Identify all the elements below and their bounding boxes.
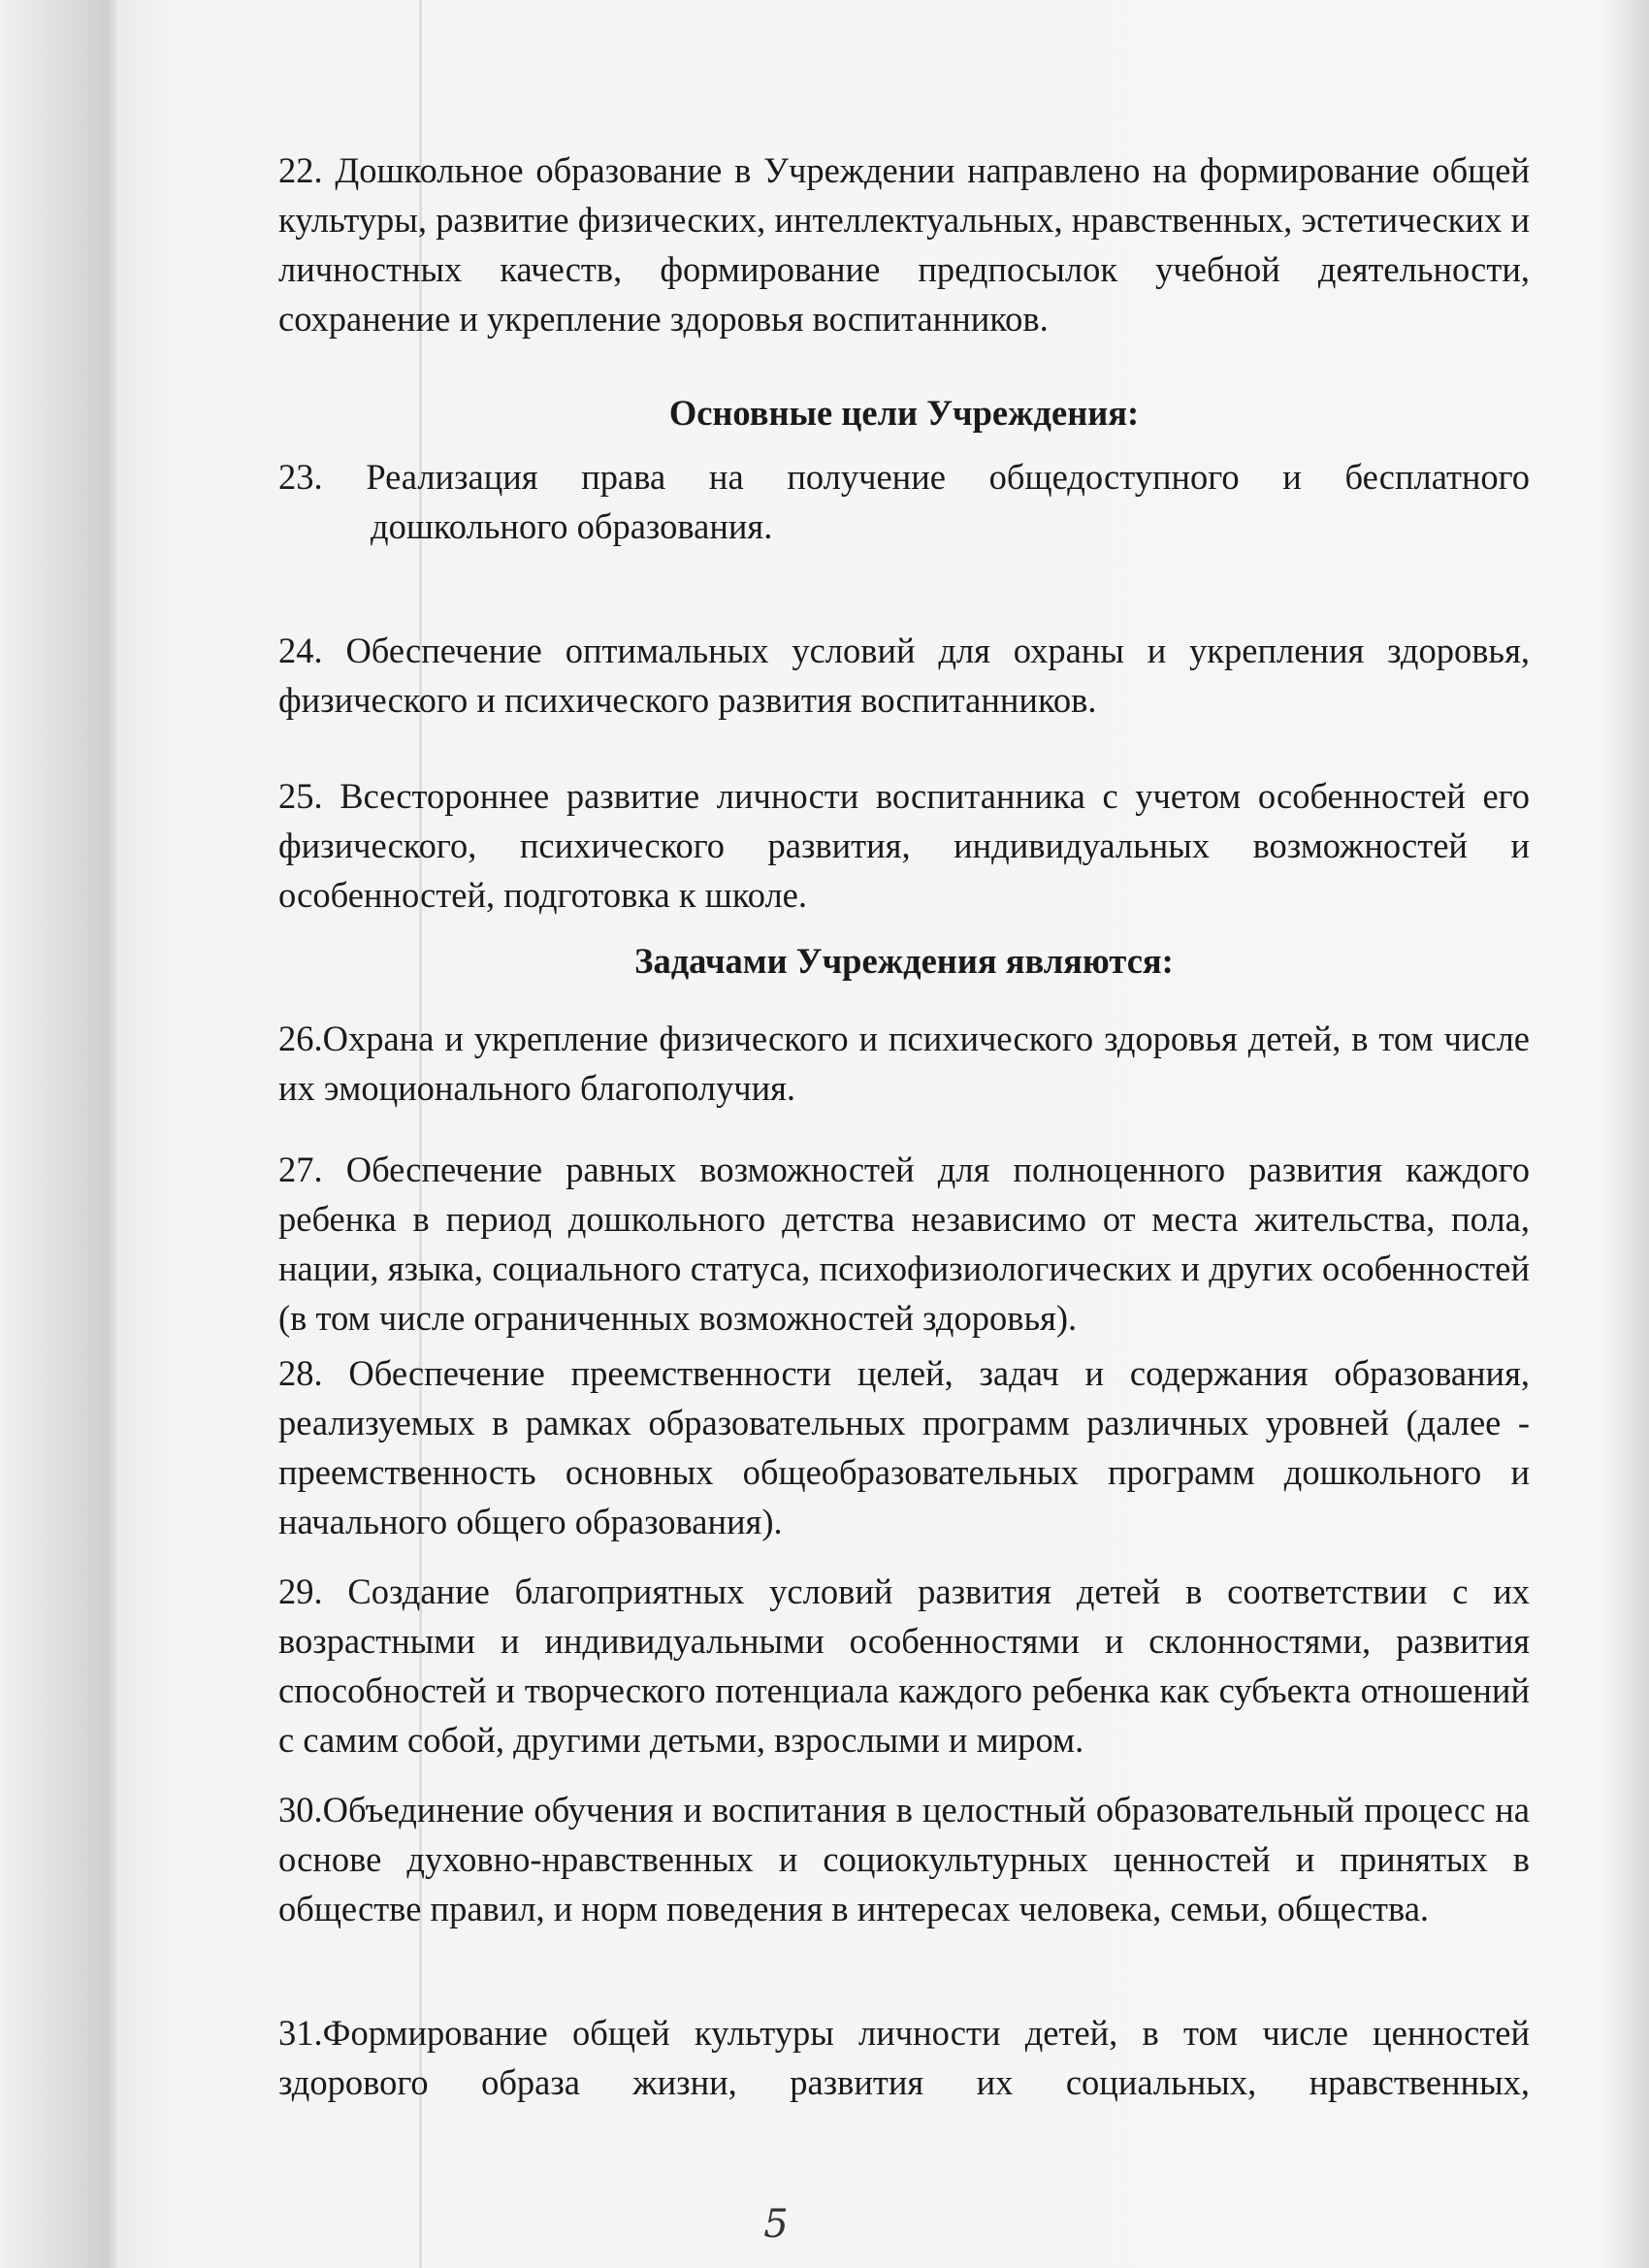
paragraph-23-continuation: дошкольного образования. — [371, 506, 773, 546]
heading-tasks: Задачами Учреждения являются: — [634, 941, 1174, 981]
paragraph-29: 29. Создание благоприятных условий развития детей в соответствии с их возрастными и индивидуальными особенностями и склонностями, развития способностей и творческого потенциала каждого ребенка как субъекта отношений с самим собой, другими детьми, взрослыми и миром. — [278, 1571, 1530, 1760]
paragraph-27: 27. Обеспечение равных возможностей для полноценного развития каждого ребенка в период дошкольного детства независимо от места жительства, пола, нации, языка, социального статуса, психофизиологических и других особенностей (в том числе ограниченных возможностей здоровья). — [278, 1150, 1530, 1338]
paragraph-28: 28. Обеспечение преемственности целей, задач и содержания образования, реализуемых в рамках образовательных программ различных уровней (далее - преемственность основных общеобразовательных программ дошкольного и начального общего образования). — [278, 1353, 1530, 1541]
page-number: 5 — [763, 2202, 789, 2247]
page-left-edge — [0, 0, 116, 2268]
paragraph-23 — [278, 452, 1530, 551]
heading-main-goals: Основные цели Учреждения: — [668, 393, 1140, 433]
paragraph-23-first-line: 23. Реализация права на получение общедоступного и бесплатного — [278, 457, 1530, 497]
paragraph-30: 30.Объединение обучения и воспитания в целостный образовательный процесс на основе духовно-нравственных и социокультурных ценностей и принятых в обществе правил, и норм поведения в интересах человека, семьи, общества. — [278, 1790, 1530, 1928]
paragraph-26: 26.Охрана и укрепление физического и психического здоровья детей, в том числе их эмоционального благополучия. — [278, 1019, 1530, 1108]
paragraph-22: 22. Дошкольное образование в Учреждении направлено на формирование общей культуры, развитие физических, интеллектуальных, нравственных, эстетических и личностных качеств, формирование предпосылок учебной деятельности, сохранение и укрепление здоровья воспитанников. — [278, 150, 1530, 339]
paragraph-24: 24. Обеспечение оптимальных условий для охраны и укрепления здоровья, физического и психического развития воспитанников. — [278, 631, 1530, 720]
paragraph-25: 25. Всестороннее развитие личности воспитанника с учетом особенностей его физического, психического развития, индивидуальных возможностей и особенностей, подготовка к школе. — [278, 776, 1530, 915]
paragraph-31: 31.Формирование общей культуры личности детей, в том числе ценностей здорового образа жизни, развития их социальных, нравственных, — [278, 2013, 1530, 2102]
